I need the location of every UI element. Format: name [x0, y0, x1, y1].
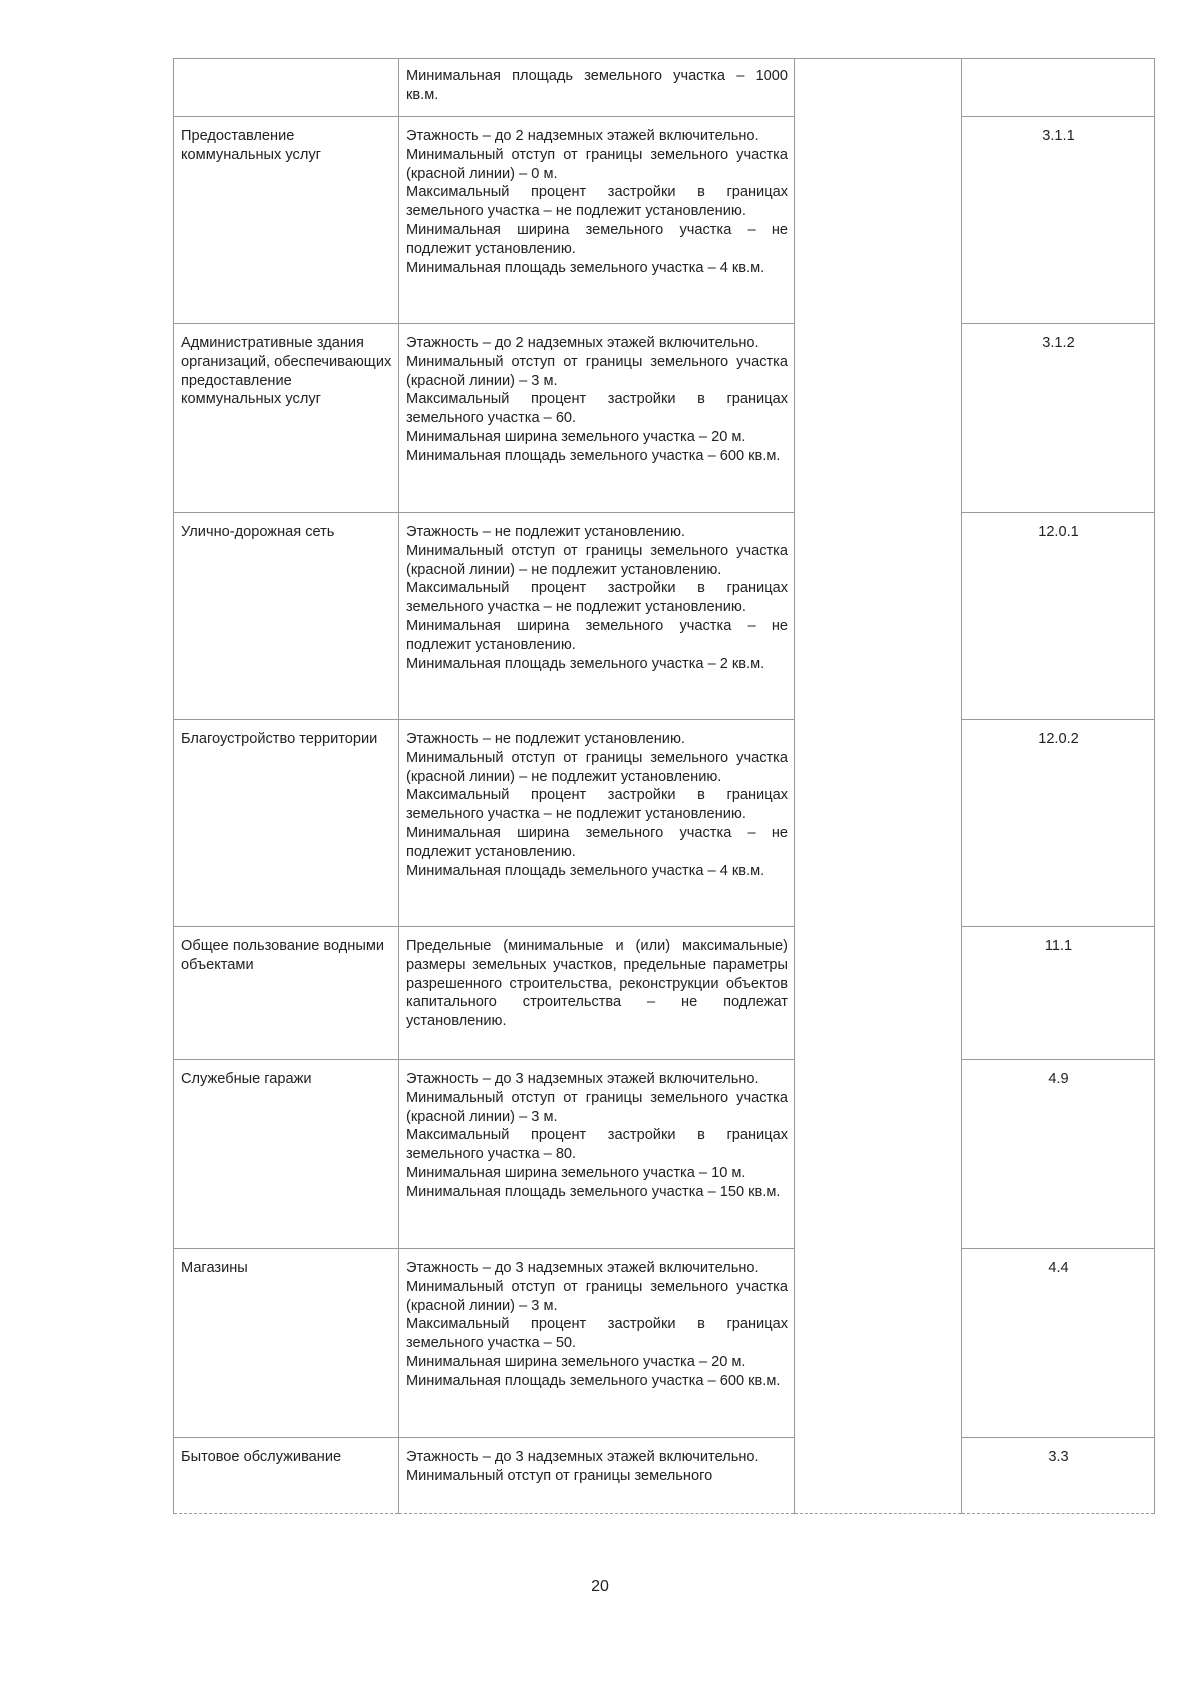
- use-type-name: Благоустройство территории: [174, 720, 399, 927]
- use-type-name: Предоставление коммунальных услуг: [174, 117, 399, 324]
- use-type-parameters: [399, 324, 795, 513]
- parameter-line: Минимальная ширина земельного участка – не подлежит установлению.: [406, 221, 788, 257]
- parameter-line: Этажность – не подлежит установлению.: [406, 524, 685, 540]
- parameter-line: Минимальный отступ от границы земельного участка (красной линии) – 3 м.: [406, 353, 788, 389]
- table-row: [174, 59, 1155, 117]
- empty-cell: [795, 59, 962, 117]
- use-type-code: 3.3: [962, 1438, 1155, 1514]
- use-type-code: 4.4: [962, 1249, 1155, 1438]
- parameter-line: Этажность – до 2 надземных этажей включительно.: [406, 335, 759, 351]
- use-type-code: 3.1.1: [962, 117, 1155, 324]
- parameter-line: Минимальный отступ от границы земельного участка (красной линии) – не подлежит установлению.: [406, 542, 788, 578]
- use-type-parameters: [399, 513, 795, 720]
- parameter-line: Минимальная ширина земельного участка – 20 м.: [406, 428, 746, 445]
- parameter-line: Минимальная ширина земельного участка – 20 м.: [406, 1353, 746, 1370]
- empty-cell: [795, 720, 962, 927]
- empty-cell: [795, 324, 962, 513]
- parameter-line: Минимальная ширина земельного участка – не подлежит установлению.: [406, 824, 788, 860]
- use-type-parameters: [399, 117, 795, 324]
- table-row: [174, 927, 1155, 1060]
- parameter-line: Минимальный отступ от границы земельного участка (красной линии) – 3 м.: [406, 1089, 788, 1125]
- parameter-line: Этажность – до 3 надземных этажей включительно.: [406, 1449, 759, 1465]
- use-type-name: Бытовое обслуживание: [174, 1438, 399, 1514]
- use-type-name: Служебные гаражи: [174, 1060, 399, 1249]
- parameter-line: Этажность – до 3 надземных этажей включительно.: [406, 1071, 759, 1087]
- empty-cell: [795, 513, 962, 720]
- table-row: [174, 1249, 1155, 1438]
- parameter-line: Минимальный отступ от границы земельного участка (красной линии) – не подлежит установлению.: [406, 749, 788, 785]
- parameter-line: Максимальный процент застройки в границах земельного участка – не подлежит установлению.: [406, 787, 788, 823]
- parameter-line: Этажность – не подлежит установлению.: [406, 731, 685, 747]
- parameter-line: Этажность – до 3 надземных этажей включительно.: [406, 1260, 759, 1276]
- table-row: [174, 117, 1155, 324]
- use-type-parameters: [399, 1060, 795, 1249]
- page-number: 20: [591, 1578, 609, 1595]
- parameter-line: Максимальный процент застройки в границах земельного участка – 80.: [406, 1127, 788, 1163]
- empty-cell: [795, 927, 962, 1060]
- use-type-code: 4.9: [962, 1060, 1155, 1249]
- use-type-name: Улично-дорожная сеть: [174, 513, 399, 720]
- empty-cell: [795, 1249, 962, 1438]
- use-type-name: [174, 59, 399, 117]
- table-row: [174, 324, 1155, 513]
- use-type-code: 12.0.1: [962, 513, 1155, 720]
- parameter-line: Максимальный процент застройки в границах земельного участка – 50.: [406, 1316, 788, 1352]
- use-type-parameters: [399, 720, 795, 927]
- empty-cell: [795, 1438, 962, 1514]
- table-row: [174, 1060, 1155, 1249]
- parameter-line: Минимальная площадь земельного участка – 2 кв.м.: [406, 655, 765, 672]
- use-type-parameters: [399, 927, 795, 1060]
- parameter-line: Минимальный отступ от границы земельного участка (красной линии) – 3 м.: [406, 1278, 788, 1314]
- parameter-line: Минимальная площадь земельного участка – 4 кв.м.: [406, 862, 765, 879]
- use-type-name: Магазины: [174, 1249, 399, 1438]
- land-use-table: [173, 58, 1155, 1514]
- empty-cell: [795, 1060, 962, 1249]
- parameter-line: Минимальная площадь земельного участка – 600 кв.м.: [406, 1372, 781, 1389]
- parameter-line: Минимальный отступ от границы земельного: [406, 1467, 713, 1484]
- use-type-name: Административные здания организаций, обеспечивающих предоставление коммунальных услуг: [174, 324, 399, 513]
- table-row: [174, 513, 1155, 720]
- parameter-line: Минимальная площадь земельного участка – 600 кв.м.: [406, 447, 781, 464]
- parameter-line: Минимальный отступ от границы земельного участка (красной линии) – 0 м.: [406, 146, 788, 182]
- parameter-line: Минимальная площадь земельного участка – 150 кв.м.: [406, 1183, 781, 1200]
- parameter-line: Максимальный процент застройки в границах земельного участка – 60.: [406, 391, 788, 427]
- use-type-name: Общее пользование водными объектами: [174, 927, 399, 1060]
- table-body: [174, 59, 1155, 1514]
- use-type-code: 11.1: [962, 927, 1155, 1060]
- parameter-line: Максимальный процент застройки в границах земельного участка – не подлежит установлению.: [406, 184, 788, 220]
- parameter-line: Минимальная ширина земельного участка – не подлежит установлению.: [406, 617, 788, 653]
- use-type-code: 12.0.2: [962, 720, 1155, 927]
- parameter-line: Предельные (минимальные и (или) максимальные) размеры земельных участков, предельные параметры разрешенного строительства, реконструкции объектов капитального строительства – не подлежат установлению.: [406, 938, 788, 1030]
- use-type-code: 3.1.2: [962, 324, 1155, 513]
- parameter-line: Максимальный процент застройки в границах земельного участка – не подлежит установлению.: [406, 580, 788, 616]
- parameter-line: Минимальная площадь земельного участка – 4 кв.м.: [406, 259, 765, 276]
- use-type-parameters: [399, 1438, 795, 1514]
- table-row: [174, 1438, 1155, 1514]
- use-type-parameters: [399, 59, 795, 117]
- parameter-line: Этажность – до 2 надземных этажей включительно.: [406, 128, 759, 144]
- table-row: [174, 720, 1155, 927]
- use-type-parameters: [399, 1249, 795, 1438]
- parameter-line: Минимальная ширина земельного участка – 10 м.: [406, 1164, 746, 1181]
- use-type-code: [962, 59, 1155, 117]
- empty-cell: [795, 117, 962, 324]
- parameter-line: Минимальная площадь земельного участка – 1000 кв.м.: [406, 68, 788, 103]
